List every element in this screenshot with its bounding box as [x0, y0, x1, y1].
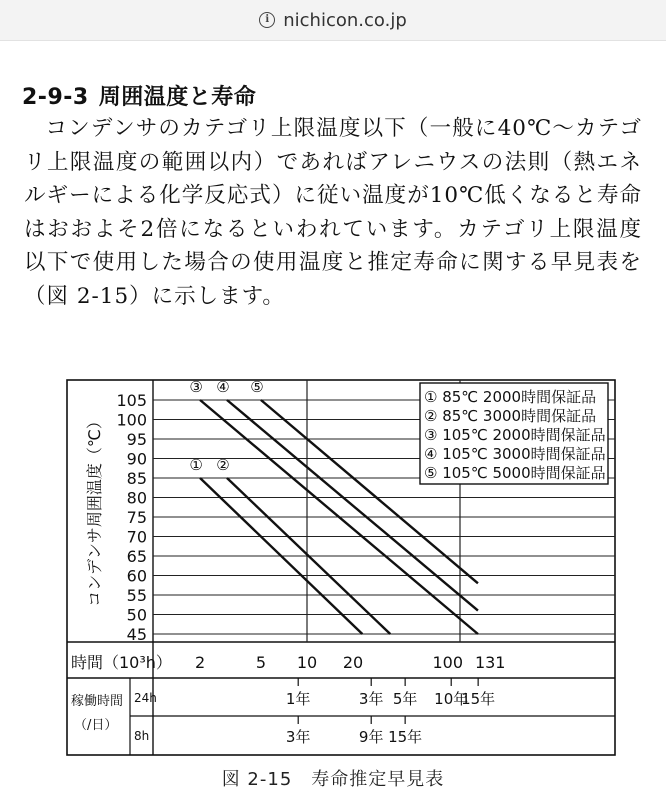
operating-time-label: 稼働時間 [71, 694, 124, 709]
series-marker: ③ [189, 378, 203, 396]
operating-mark-label: 1年 [285, 690, 311, 708]
y-tick-label: 90 [126, 449, 147, 469]
legend-item: ③ 105℃ 2000時間保証品 [424, 426, 606, 444]
operating-mark-label: 10年 [434, 690, 469, 708]
x-tick-label: 100 [432, 653, 463, 672]
y-tick-label: 45 [126, 625, 147, 644]
y-tick-label: 60 [126, 566, 147, 586]
y-tick-label: 55 [126, 586, 147, 605]
operating-hours-label: 24h [134, 691, 157, 705]
operating-time-sublabel: （/日） [74, 718, 118, 733]
x-tick-label: 20 [342, 653, 364, 672]
series-marker: ④ [216, 378, 230, 396]
operating-mark-label: 15年 [388, 728, 423, 746]
x-tick-label: 10 [296, 653, 318, 672]
info-circle-icon[interactable]: i [259, 12, 275, 28]
operating-hours-label: 8h [134, 729, 150, 743]
section-title-text: 周囲温度と寿命 [98, 85, 257, 110]
series-marker: ⑤ [250, 378, 264, 396]
operating-mark-label: 9年 [358, 728, 384, 746]
legend-item: ② 85℃ 3000時間保証品 [424, 407, 597, 425]
section-heading [22, 80, 256, 111]
y-tick-label: 80 [126, 488, 147, 508]
url-text[interactable]: nichicon.co.jp [283, 9, 407, 31]
y-tick-label: 65 [126, 547, 147, 566]
legend-item: ① 85℃ 2000時間保証品 [424, 388, 597, 406]
operating-mark-label: 3年 [358, 690, 384, 708]
y-axis-label: コンデンサ周囲温度（℃） [85, 413, 104, 607]
y-tick-label: 75 [126, 508, 147, 527]
series-marker: ① [189, 456, 203, 474]
operating-mark-label: 3年 [285, 728, 311, 746]
x-tick-label: 2 [194, 653, 206, 672]
body-paragraph: コンデンサのカテゴリ上限温度以下（一般に40℃〜カテゴリ上限温度の範囲以内）であればアレニウスの法則（熱エネルギーによる化学反応式）に従い温度が10℃低くなると寿命はおおよそ2倍になるといわれています。カテゴリ上限温度以下で使用した場合の使用温度と推定寿命に関する早見表を（図 2-15）に示します。 [24, 116, 642, 309]
life-estimation-chart [0, 360, 666, 760]
section-number: 2-9-3 [22, 85, 89, 110]
life-estimation-figure [0, 360, 666, 800]
legend-item: ④ 105℃ 3000時間保証品 [424, 445, 606, 463]
figure-caption: 図 2-15 寿命推定早見表 [221, 769, 445, 790]
x-tick-label: 131 [474, 653, 506, 672]
y-tick-label: 85 [126, 469, 147, 488]
browser-address-bar[interactable] [0, 0, 666, 41]
legend-item: ⑤ 105℃ 5000時間保証品 [424, 464, 606, 482]
operating-mark-label: 15年 [461, 690, 496, 708]
x-tick-label: 5 [255, 653, 267, 672]
operating-mark-label: 5年 [392, 690, 418, 708]
y-tick-label: 105 [116, 391, 147, 410]
y-tick-label: 95 [126, 430, 147, 449]
x-axis-label: 時間（10³h） [71, 653, 172, 672]
y-tick-label: 100 [116, 410, 147, 430]
y-tick-label: 50 [126, 605, 147, 625]
series-marker: ② [216, 456, 230, 474]
y-tick-label: 70 [126, 527, 147, 547]
